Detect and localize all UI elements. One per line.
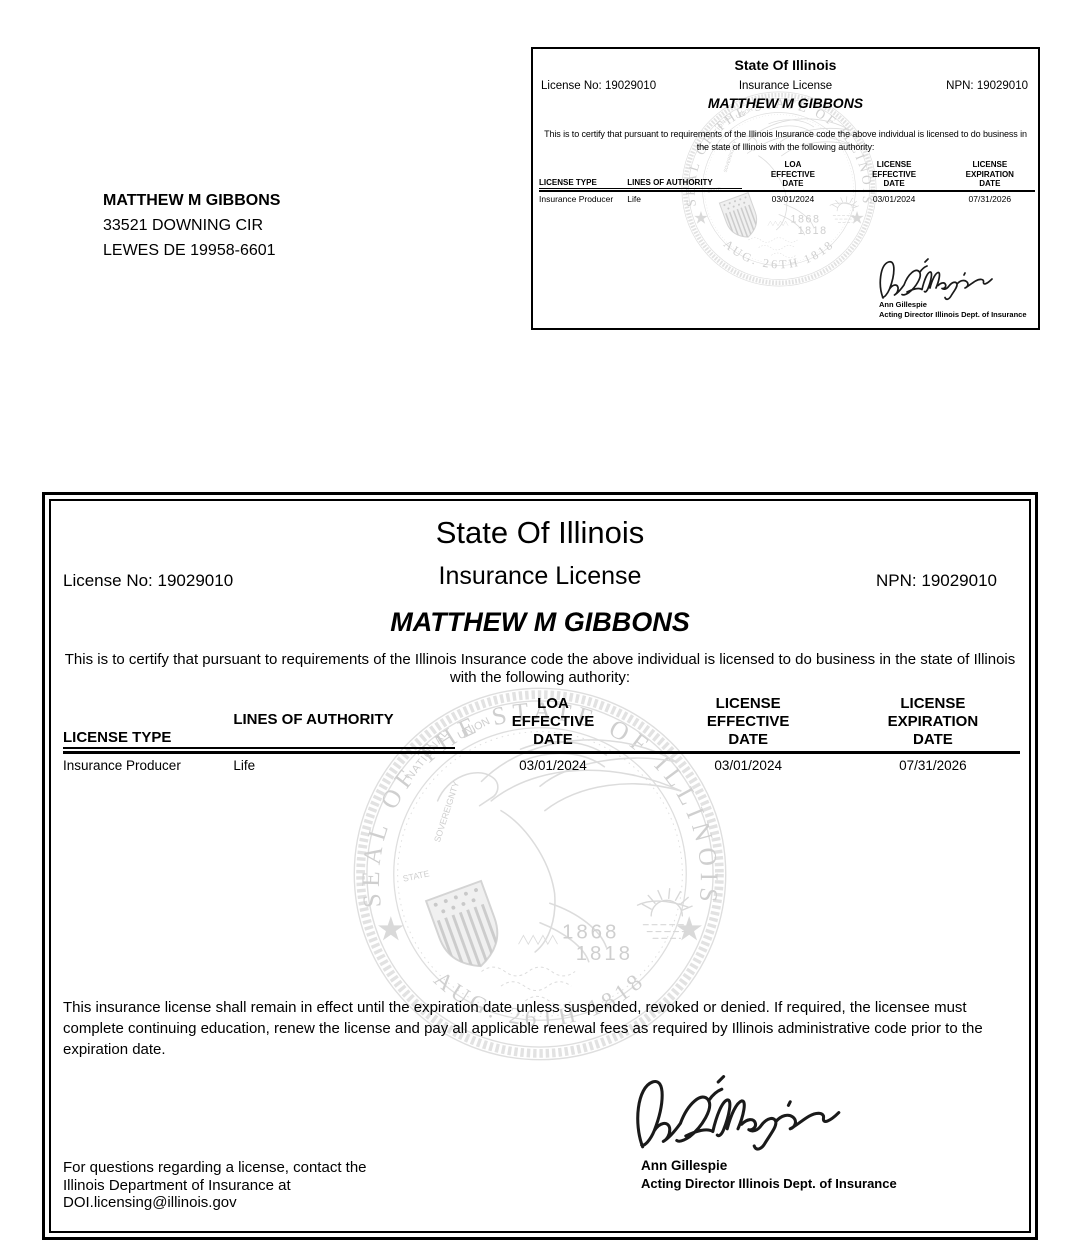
cell-loa-effective-date: 03/01/2024 bbox=[519, 758, 587, 773]
recipient-address-line-1: 33521 DOWNING CIR bbox=[103, 217, 264, 234]
cell-license-type: Insurance Producer bbox=[63, 758, 181, 773]
license-table bbox=[63, 695, 1020, 773]
column-header-lines-of-authority: LINES OF AUTHORITY bbox=[627, 178, 742, 189]
column-header-lines-of-authority: LINES OF AUTHORITY bbox=[233, 711, 455, 749]
contact-note bbox=[63, 1159, 367, 1212]
column-header-license-expiration-date: LICENSE EXPIRATION DATE bbox=[887, 695, 979, 748]
mailing-address-block bbox=[103, 188, 280, 263]
contact-line-3: DOI.licensing@illinois.gov bbox=[63, 1194, 237, 1211]
cell-license-expiration-date: 07/31/2026 bbox=[899, 758, 967, 773]
signatory-title: Acting Director Illinois Dept. of Insurance bbox=[879, 310, 1027, 319]
license-number: License No: 19029010 bbox=[541, 80, 657, 92]
state-title: State Of Illinois bbox=[435, 515, 645, 550]
header-row bbox=[533, 80, 1038, 92]
column-header-license-type: LICENSE TYPE bbox=[539, 178, 627, 189]
director-signature-image bbox=[629, 1073, 901, 1163]
cell-lines-of-authority: Life bbox=[627, 193, 641, 204]
recipient-name: MATTHEW M GIBBONS bbox=[103, 192, 281, 209]
cell-loa-effective-date: 03/01/2024 bbox=[771, 193, 815, 204]
npn-number: NPN: 19029010 bbox=[876, 571, 997, 590]
certification-text: This is to certify that pursuant to requirements of the Illinois Insurance code the above individual is licensed to do business in the state of Illinois with the following authority: bbox=[544, 129, 1027, 152]
license-number: License No: 19029010 bbox=[63, 571, 234, 590]
insurance-license-certificate bbox=[42, 492, 1038, 1240]
signatory-name: Ann Gillespie bbox=[879, 300, 927, 309]
document-title: Insurance License bbox=[438, 562, 642, 590]
licensee-name: MATTHEW M GIBBONS bbox=[390, 607, 690, 637]
license-table-header-row bbox=[539, 160, 1035, 192]
cell-license-type: Insurance Producer bbox=[539, 193, 614, 204]
column-header-loa-effective-date: LOA EFFECTIVE DATE bbox=[770, 160, 815, 188]
cell-license-effective-date: 03/01/2024 bbox=[714, 758, 782, 773]
certificate-inner-border bbox=[49, 499, 1031, 1233]
cell-lines-of-authority: Life bbox=[233, 758, 256, 773]
column-header-license-effective-date: LICENSE EFFECTIVE DATE bbox=[706, 695, 790, 748]
column-header-license-type: LICENSE TYPE bbox=[63, 729, 233, 749]
certification-text: This is to certify that pursuant to requirements of the Illinois Insurance code the above individual is licensed to do business in the state of Illinois with the following authority: bbox=[64, 651, 1016, 686]
recipient-address-line-2: LEWES DE 19958-6601 bbox=[103, 242, 276, 259]
license-table-header-row bbox=[63, 695, 1020, 754]
document-title: Insurance License bbox=[738, 80, 833, 92]
contact-line-2: Illinois Department of Insurance at bbox=[63, 1176, 291, 1194]
signatory-name: Ann Gillespie bbox=[641, 1158, 728, 1173]
license-table-row bbox=[539, 192, 1035, 204]
contact-line-1: For questions regarding a license, contact the bbox=[63, 1159, 367, 1176]
state-title: State Of Illinois bbox=[734, 57, 837, 73]
mini-license-card bbox=[531, 47, 1040, 330]
license-table bbox=[539, 160, 1035, 204]
cell-license-effective-date: 03/01/2024 bbox=[872, 193, 916, 204]
column-header-license-effective-date: LICENSE EFFECTIVE DATE bbox=[872, 160, 917, 188]
column-header-loa-effective-date: LOA EFFECTIVE DATE bbox=[511, 695, 595, 748]
renewal-conditions-paragraph: This insurance license shall remain in effect until the expiration date unless suspended, revoked or denied. If required, the licensee must complete continuing education, renew the license and pay all applicable renewal fees as required by Illinois administrative code prior to the expiration date. bbox=[63, 999, 983, 1058]
licensee-name: MATTHEW M GIBBONS bbox=[707, 95, 864, 111]
cell-license-expiration-date: 07/31/2026 bbox=[968, 193, 1012, 204]
signatory-title: Acting Director Illinois Dept. of Insurance bbox=[641, 1176, 897, 1191]
column-header-license-expiration-date: LICENSE EXPIRATION DATE bbox=[965, 160, 1014, 188]
license-table-row bbox=[63, 754, 1020, 773]
npn-number: NPN: 19029010 bbox=[946, 80, 1028, 92]
header-row bbox=[51, 562, 1029, 591]
